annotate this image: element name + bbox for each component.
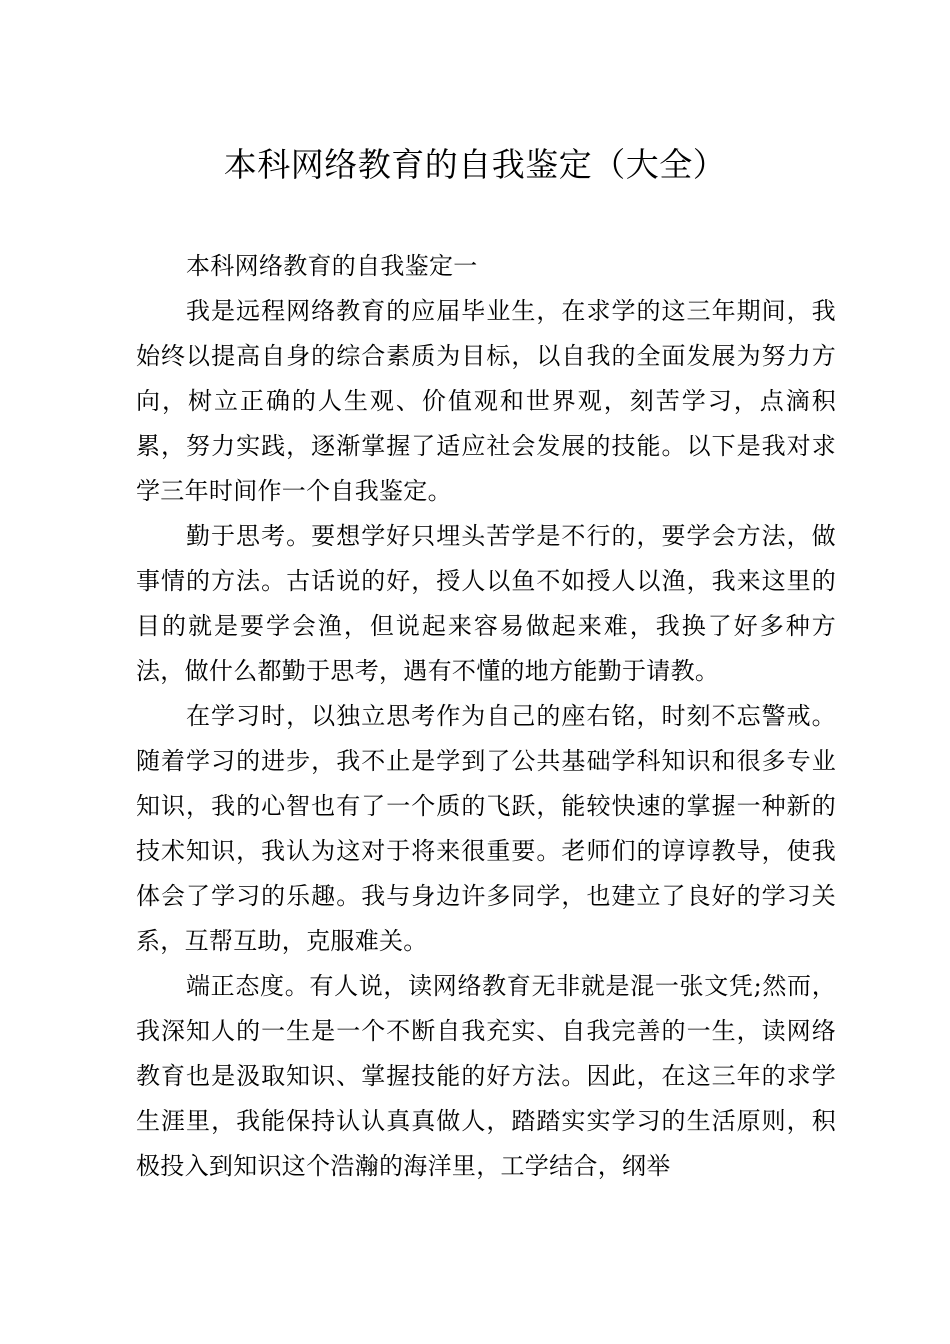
document-title: 本科网络教育的自我鉴定（大全）: [223, 145, 727, 184]
paragraph: 端正态度。有人说，读网络教育无非就是混一张文凭;然而，我深知人的一生是一个不断自我充实、自我完善的一生，读网络教育也是汲取知识、掌握技能的好方法。因此，在这三年的求学生涯里，我能保持认认真真做人，踏踏实实学习的生活原则，积极投入到知识这个浩瀚的海洋里，工学结合，纲举: [136, 972, 836, 1180]
paragraph: 勤于思考。要想学好只埋头苦学是不行的，要学会方法，做事情的方法。古话说的好，授人以鱼不如授人以渔，我来这里的目的就是要学会渔，但说起来容易做起来难，我换了好多种方法，做什么都勤于思考，遇有不懂的地方能勤于请教。: [136, 522, 836, 685]
section-heading: 本科网络教育的自我鉴定一: [186, 252, 478, 280]
paragraph: 在学习时，以独立思考作为自己的座右铭，时刻不忘警戒。随着学习的进步，我不止是学到了公共基础学科知识和很多专业知识，我的心智也有了一个质的飞跃，能较快速的掌握一种新的技术知识，我认为这对于将来很重要。老师们的谆谆教导，使我体会了学习的乐趣。我与身边许多同学，也建立了良好的学习关系，互帮互助，克服难关。: [136, 702, 836, 955]
document-body: [136, 244, 836, 1189]
paragraph: 我是远程网络教育的应届毕业生，在求学的这三年期间，我始终以提高自身的综合素质为目标，以自我的全面发展为努力方向，树立正确的人生观、价值观和世界观，刻苦学习，点滴积累，努力实践，逐渐掌握了适应社会发展的技能。以下是我对求学三年时间作一个自我鉴定。: [136, 297, 836, 505]
